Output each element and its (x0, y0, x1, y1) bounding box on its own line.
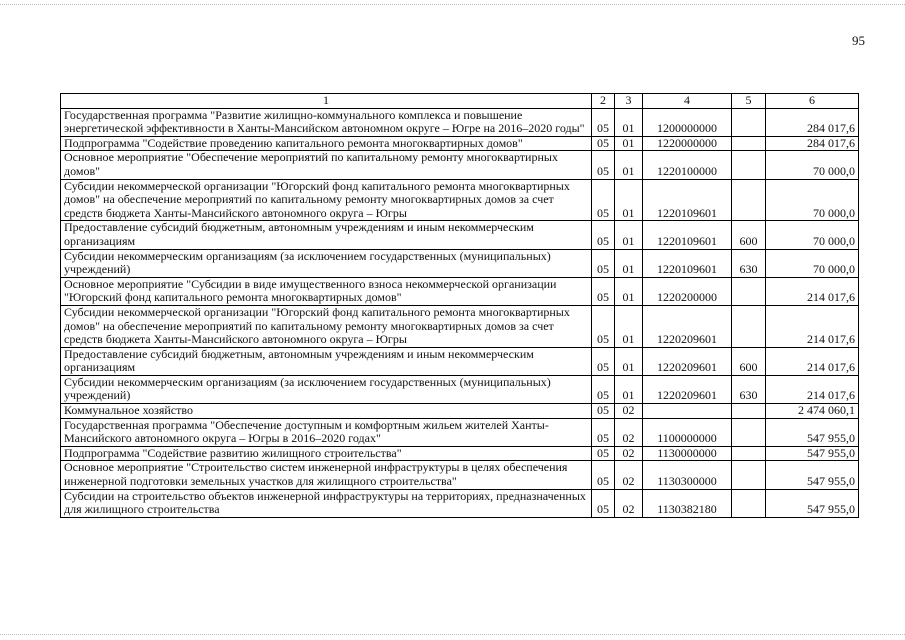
row-name-cell: Субсидии некоммерческой организации "Югорский фонд капитального ремонта многоквартирных домов" на обеспечение мероприятий по капитальному ремонту многоквартирных домов за счет средств бюджета Ханты-Мансийского автономного округа – Югры (61, 179, 592, 221)
row-expense-type-cell: 600 (732, 347, 766, 375)
table-row (61, 151, 859, 179)
row-subsection-cell: 01 (615, 249, 643, 277)
header-col-2: 2 (592, 94, 615, 109)
row-subsection-cell: 01 (615, 221, 643, 249)
row-subsection-cell: 01 (615, 136, 643, 151)
row-amount-cell: 70 000,0 (766, 179, 859, 221)
row-subsection-cell: 02 (615, 404, 643, 419)
row-name-cell: Субсидии на строительство объектов инженерной инфраструктуры на территориях, предназначенных для жилищного строительства (61, 489, 592, 517)
row-name-cell: Подпрограмма "Содействие развитию жилищного строительства" (61, 446, 592, 461)
row-section-cell: 05 (592, 461, 615, 489)
row-subsection-cell: 01 (615, 277, 643, 305)
row-expense-type-cell (732, 446, 766, 461)
header-col-4: 4 (643, 94, 732, 109)
table-row (61, 136, 859, 151)
row-target-code-cell: 1130300000 (643, 461, 732, 489)
row-name-cell: Субсидии некоммерческим организациям (за исключением государственных (муниципальных) учреждений) (61, 375, 592, 403)
row-amount-cell: 70 000,0 (766, 151, 859, 179)
row-subsection-cell: 01 (615, 375, 643, 403)
header-col-3: 3 (615, 94, 643, 109)
row-amount-cell: 284 017,6 (766, 136, 859, 151)
row-subsection-cell: 01 (615, 151, 643, 179)
table-row (61, 375, 859, 403)
table-row (61, 221, 859, 249)
row-expense-type-cell: 630 (732, 375, 766, 403)
row-target-code-cell: 1220209601 (643, 347, 732, 375)
row-name-cell: Основное мероприятие "Субсидии в виде имущественного взноса некоммерческой организации "Югорский фонд капитального ремонта многоквартирных домов" (61, 277, 592, 305)
table-row (61, 446, 859, 461)
row-name-cell: Государственная программа "Обеспечение доступным и комфортным жильем жителей Ханты-Мансийского автономного округа – Югры в 2016–2020 годах" (61, 418, 592, 446)
row-expense-type-cell (732, 418, 766, 446)
row-subsection-cell: 01 (615, 347, 643, 375)
page-number: 95 (852, 33, 865, 48)
bottom-scan-edge (0, 634, 905, 636)
table-row (61, 305, 859, 347)
row-amount-cell: 284 017,6 (766, 108, 859, 136)
row-target-code-cell: 1220100000 (643, 151, 732, 179)
table-row (61, 489, 859, 517)
row-target-code-cell: 1220109601 (643, 249, 732, 277)
row-target-code-cell: 1200000000 (643, 108, 732, 136)
table-body (61, 108, 859, 517)
table-row (61, 249, 859, 277)
row-target-code-cell: 1220209601 (643, 305, 732, 347)
row-section-cell: 05 (592, 404, 615, 419)
row-amount-cell: 214 017,6 (766, 375, 859, 403)
header-row (61, 94, 859, 109)
table-row (61, 108, 859, 136)
row-amount-cell: 70 000,0 (766, 221, 859, 249)
row-amount-cell: 70 000,0 (766, 249, 859, 277)
row-amount-cell: 547 955,0 (766, 446, 859, 461)
row-section-cell: 05 (592, 179, 615, 221)
row-name-cell: Предоставление субсидий бюджетным, автономным учреждениям и иным некоммерческим организациям (61, 347, 592, 375)
row-amount-cell: 547 955,0 (766, 461, 859, 489)
table-row (61, 277, 859, 305)
row-section-cell: 05 (592, 136, 615, 151)
row-amount-cell: 214 017,6 (766, 305, 859, 347)
row-name-cell: Коммунальное хозяйство (61, 404, 592, 419)
row-name-cell: Предоставление субсидий бюджетным, автономным учреждениям и иным некоммерческим организациям (61, 221, 592, 249)
row-section-cell: 05 (592, 108, 615, 136)
row-section-cell: 05 (592, 249, 615, 277)
row-expense-type-cell (732, 108, 766, 136)
row-section-cell: 05 (592, 277, 615, 305)
row-subsection-cell: 02 (615, 489, 643, 517)
row-expense-type-cell (732, 404, 766, 419)
row-amount-cell: 547 955,0 (766, 418, 859, 446)
row-section-cell: 05 (592, 375, 615, 403)
row-subsection-cell: 02 (615, 446, 643, 461)
row-expense-type-cell: 600 (732, 221, 766, 249)
row-section-cell: 05 (592, 489, 615, 517)
row-name-cell: Основное мероприятие "Обеспечение мероприятий по капитальному ремонту многоквартирных домов" (61, 151, 592, 179)
row-amount-cell: 214 017,6 (766, 277, 859, 305)
row-subsection-cell: 02 (615, 418, 643, 446)
row-expense-type-cell (732, 277, 766, 305)
row-subsection-cell: 01 (615, 108, 643, 136)
row-name-cell: Государственная программа "Развитие жилищно-коммунального комплекса и повышение энергетической эффективности в Ханты-Мансийском автономном округе – Югре на 2016–2020 годы" (61, 108, 592, 136)
row-name-cell: Основное мероприятие "Строительство систем инженерной инфраструктуры в целях обеспечения инженерной подготовки земельных участков для жилищного строительства" (61, 461, 592, 489)
row-target-code-cell (643, 404, 732, 419)
row-name-cell: Подпрограмма "Содействие проведению капитального ремонта многоквартирных домов" (61, 136, 592, 151)
row-target-code-cell: 1220209601 (643, 375, 732, 403)
row-expense-type-cell (732, 461, 766, 489)
table-row (61, 461, 859, 489)
row-target-code-cell: 1100000000 (643, 418, 732, 446)
row-amount-cell: 214 017,6 (766, 347, 859, 375)
row-target-code-cell: 1220109601 (643, 179, 732, 221)
row-subsection-cell: 01 (615, 179, 643, 221)
row-target-code-cell: 1220000000 (643, 136, 732, 151)
row-section-cell: 05 (592, 305, 615, 347)
row-section-cell: 05 (592, 151, 615, 179)
row-subsection-cell: 02 (615, 461, 643, 489)
row-target-code-cell: 1220109601 (643, 221, 732, 249)
row-section-cell: 05 (592, 446, 615, 461)
row-expense-type-cell (732, 136, 766, 151)
row-target-code-cell: 1130000000 (643, 446, 732, 461)
top-scan-edge (0, 4, 905, 6)
row-subsection-cell: 01 (615, 305, 643, 347)
row-section-cell: 05 (592, 221, 615, 249)
budget-table (60, 93, 859, 518)
header-col-1: 1 (61, 94, 592, 109)
table-row (61, 179, 859, 221)
row-section-cell: 05 (592, 418, 615, 446)
row-name-cell: Субсидии некоммерческим организациям (за исключением государственных (муниципальных) учреждений) (61, 249, 592, 277)
header-col-6: 6 (766, 94, 859, 109)
table-row (61, 418, 859, 446)
table-row (61, 347, 859, 375)
row-name-cell: Субсидии некоммерческой организации "Югорский фонд капитального ремонта многоквартирных домов" на обеспечение мероприятий по капитальному ремонту многоквартирных домов за счет средств бюджета Ханты-Мансийского автономного округа – Югры (61, 305, 592, 347)
row-expense-type-cell (732, 179, 766, 221)
row-expense-type-cell (732, 489, 766, 517)
row-expense-type-cell (732, 151, 766, 179)
row-expense-type-cell: 630 (732, 249, 766, 277)
table-row (61, 404, 859, 419)
row-expense-type-cell (732, 305, 766, 347)
row-amount-cell: 547 955,0 (766, 489, 859, 517)
row-section-cell: 05 (592, 347, 615, 375)
row-amount-cell: 2 474 060,1 (766, 404, 859, 419)
row-target-code-cell: 1220200000 (643, 277, 732, 305)
header-col-5: 5 (732, 94, 766, 109)
row-target-code-cell: 1130382180 (643, 489, 732, 517)
